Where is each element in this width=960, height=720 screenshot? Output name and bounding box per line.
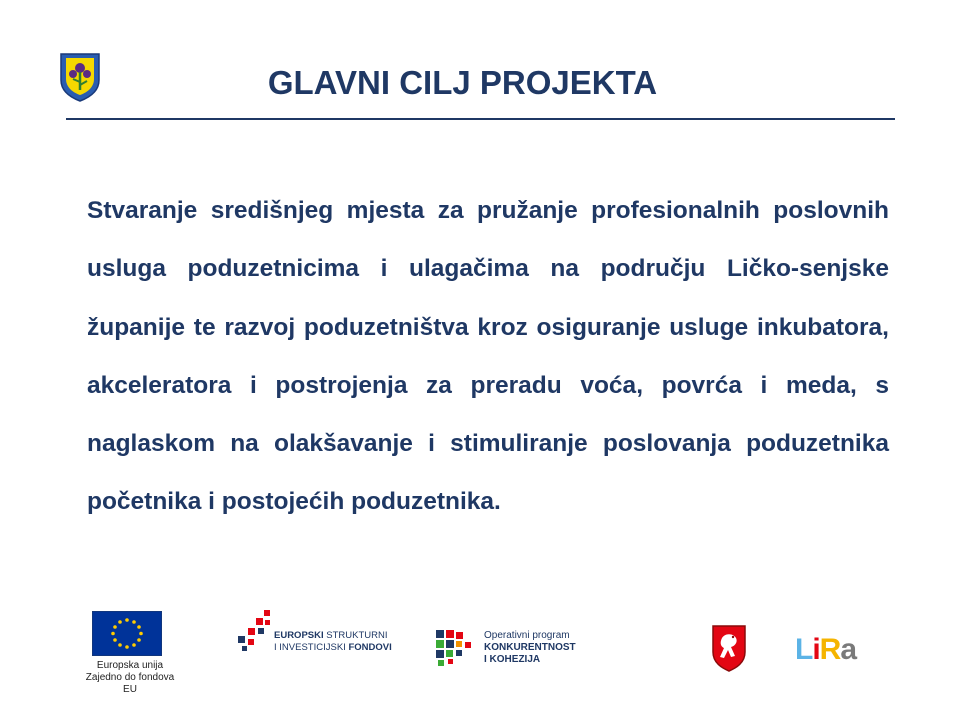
esif-logo [234,608,404,660]
lira-letter-r: R [819,633,841,666]
eu-caption-line2: Zajedno do fondova EU [85,672,175,695]
esif-word2: STRUKTURNI [326,630,388,641]
lira-logo [795,630,875,670]
op-line2: KONKURENTNOST [484,642,576,653]
title-divider [66,118,895,120]
esif-word3: I INVESTICIJSKI [274,642,346,653]
op-line1: Operativni program [484,630,570,641]
slide-body-text: Stvaranje središnjeg mjesta za pružanje profesionalnih poslovnih usluga poduzetnicima i ulagačima na području Ličko-senjske županije te razvoj poduzetništva kroz osiguranje usluge inkubatora, akceleratora i postrojenja za preradu voća, povrća i meda, s naglaskom na olakšavanje i stimuliranje poslovanja poduzetnika početnika i postojećih poduzetnika. [87,197,889,516]
eu-caption-line1: Europska unija [96,660,164,671]
slide-title: GLAVNI CILJ PROJEKTA [267,64,658,101]
lira-letter-a: a [840,633,857,666]
county-coat-of-arms-icon [711,624,747,672]
lira-letter-l: L [795,633,813,666]
eu-logo [78,611,182,696]
esif-squares-icon [234,608,274,660]
op-line3: I KOHEZIJA [484,654,541,665]
lira-letter-i: i [812,633,820,666]
esif-word1: EUROPSKI [274,630,324,641]
op-logo [434,628,604,668]
esif-word4: FONDOVI [348,642,392,653]
eu-flag-icon [92,611,162,656]
op-mosaic-icon [434,628,478,668]
